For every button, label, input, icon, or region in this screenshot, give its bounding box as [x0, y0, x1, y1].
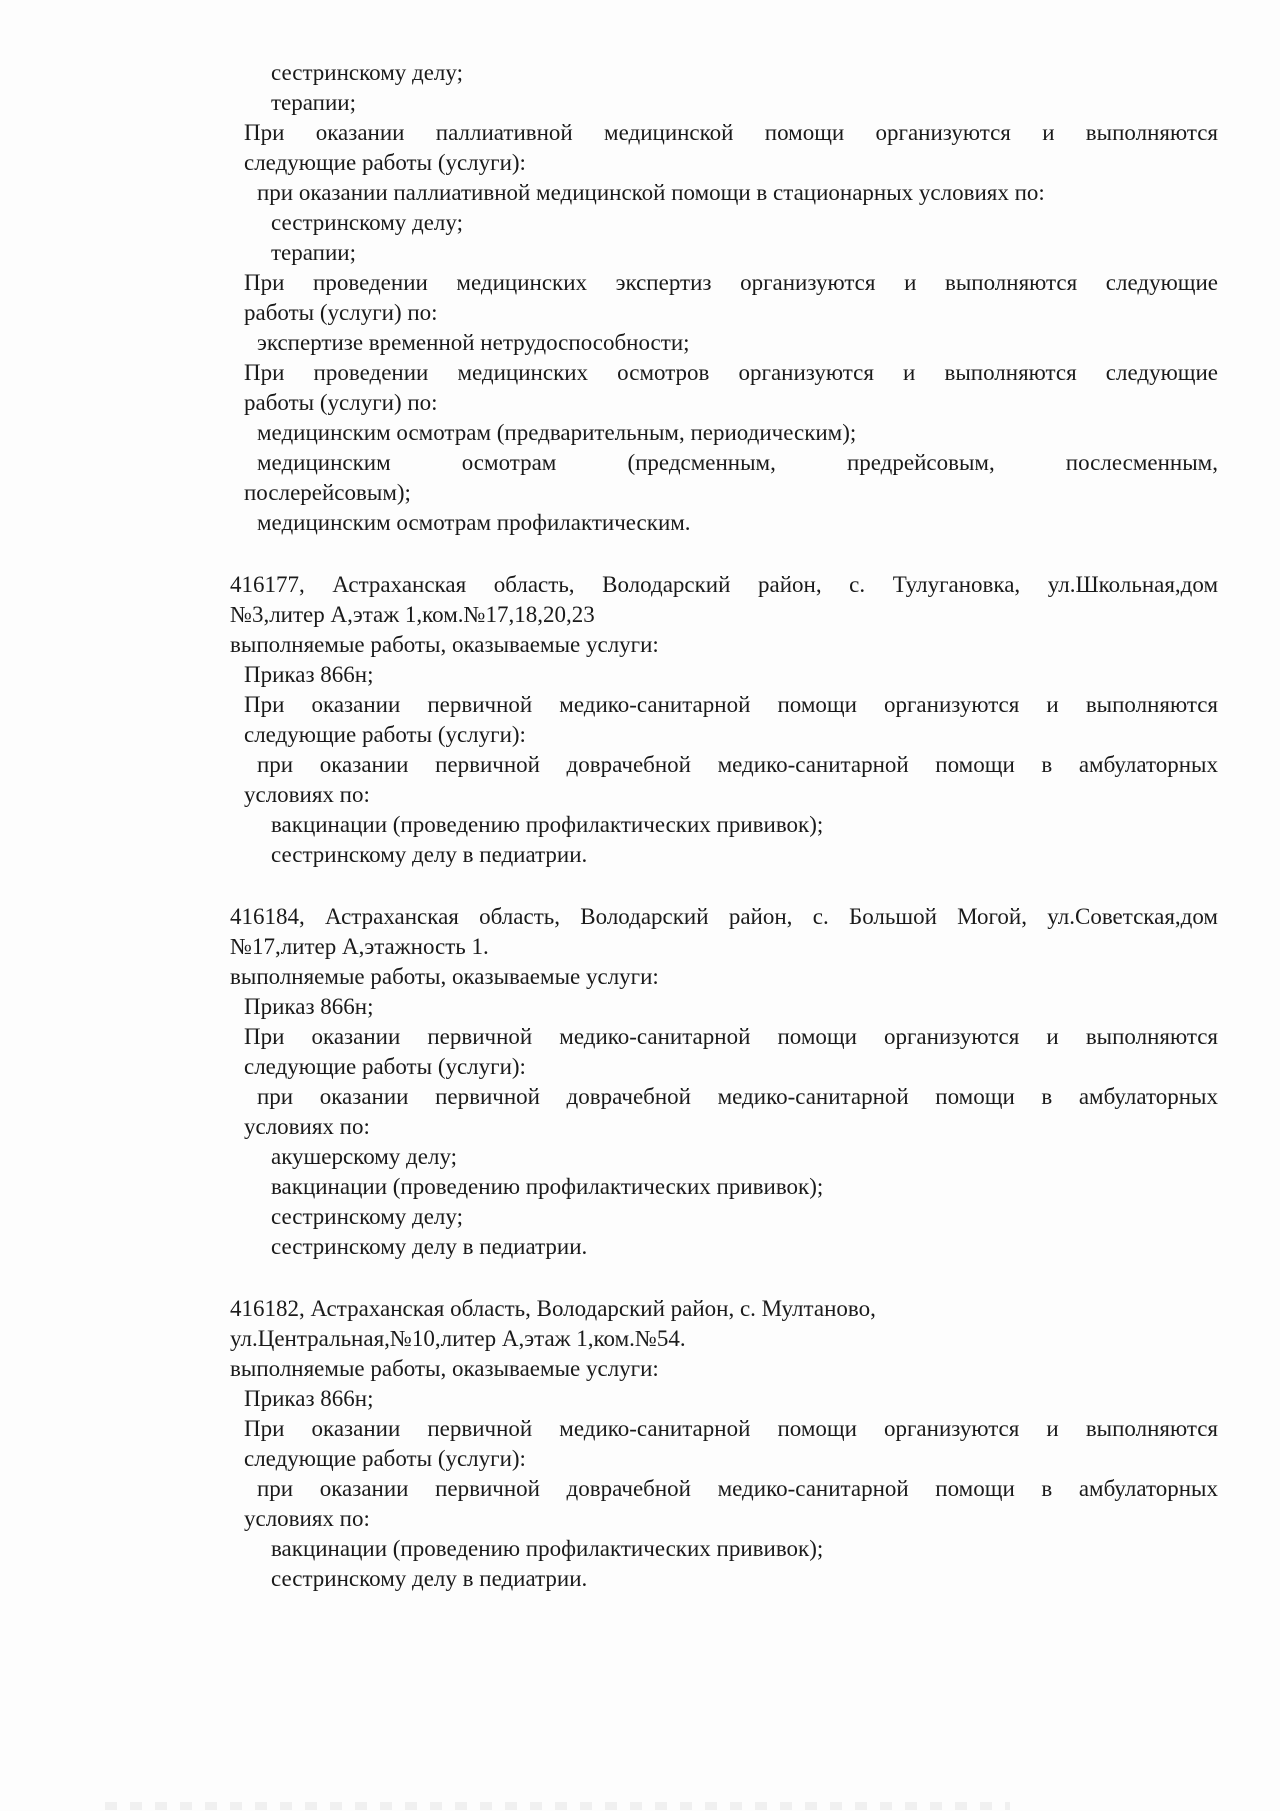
text-line: условиях по: — [244, 782, 370, 807]
text-line: При оказании первичной медико-санитарной помощи организуются и выполняются — [244, 1416, 1218, 1441]
text-line: При проведении медицинских экспертиз организуются и выполняются следующие — [244, 270, 1218, 295]
text-line: сестринскому делу; — [271, 60, 463, 85]
text-line: медицинским осмотрам профилактическим. — [257, 510, 691, 535]
text-line: работы (услуги) по: — [244, 390, 438, 415]
text-line: Приказ 866н; — [244, 1386, 374, 1411]
text-line: медицинским осмотрам (предварительным, периодическим); — [257, 420, 857, 445]
text-line: вакцинации (проведению профилактических прививок); — [271, 1174, 824, 1199]
text-line: выполняемые работы, оказываемые услуги: — [230, 1356, 659, 1381]
text-line: при оказании паллиативной медицинской помощи в стационарных условиях по: — [257, 180, 1045, 205]
text-line: №17,литер А,этажность 1. — [230, 934, 489, 959]
text-line: акушерскому делу; — [271, 1144, 458, 1169]
text-line: выполняемые работы, оказываемые услуги: — [230, 964, 659, 989]
text-line: следующие работы (услуги): — [244, 722, 526, 747]
section-location-416177 — [230, 570, 1218, 870]
document-content — [230, 58, 1218, 1594]
text-line: послерейсовым); — [244, 480, 411, 505]
text-line: При оказании первичной медико-санитарной помощи организуются и выполняются — [244, 1024, 1218, 1049]
text-line: при оказании первичной доврачебной медико-санитарной помощи в амбулаторных — [257, 752, 1218, 777]
text-line: при оказании первичной доврачебной медико-санитарной помощи в амбулаторных — [257, 1476, 1218, 1501]
text-line: работы (услуги) по: — [244, 300, 438, 325]
text-line: При оказании первичной медико-санитарной помощи организуются и выполняются — [244, 692, 1218, 717]
text-line: При оказании паллиативной медицинской помощи организуются и выполняются — [244, 120, 1218, 145]
text-line: следующие работы (услуги): — [244, 1446, 526, 1471]
text-line: при оказании первичной доврачебной медико-санитарной помощи в амбулаторных — [257, 1084, 1218, 1109]
text-line: ул.Центральная,№10,литер А,этаж 1,ком.№54. — [230, 1326, 686, 1351]
next-page-text-cutoff-artifact — [105, 1802, 1010, 1810]
text-line: сестринскому делу в педиатрии. — [271, 842, 588, 867]
text-line: терапии; — [271, 90, 356, 115]
text-line: медицинским осмотрам (предсменным, предрейсовым, послесменным, — [257, 450, 1218, 475]
text-line: вакцинации (проведению профилактических прививок); — [271, 1536, 824, 1561]
text-line: следующие работы (услуги): — [244, 1054, 526, 1079]
text-line: терапии; — [271, 240, 356, 265]
text-line: экспертизе временной нетрудоспособности; — [257, 330, 690, 355]
text-line: сестринскому делу в педиатрии. — [271, 1234, 588, 1259]
text-line: условиях по: — [244, 1506, 370, 1531]
section-location-416184 — [230, 902, 1218, 1262]
text-line: Приказ 866н; — [244, 662, 374, 687]
text-line: условиях по: — [244, 1114, 370, 1139]
text-line: 416182, Астраханская область, Володарский район, с. Мултаново, — [230, 1296, 876, 1321]
text-line: сестринскому делу; — [271, 210, 463, 235]
text-line: выполняемые работы, оказываемые услуги: — [230, 632, 659, 657]
text-line: При проведении медицинских осмотров организуются и выполняются следующие — [244, 360, 1218, 385]
text-line: 416177, Астраханская область, Володарский район, с. Тулугановка, ул.Школьная,дом — [230, 572, 1218, 597]
section-services-continuation — [230, 58, 1218, 538]
section-location-416182 — [230, 1294, 1218, 1594]
text-line: сестринскому делу; — [271, 1204, 463, 1229]
text-line: следующие работы (услуги): — [244, 150, 526, 175]
text-line: 416184, Астраханская область, Володарский район, с. Большой Могой, ул.Советская,дом — [230, 904, 1218, 929]
text-line: №3,литер А,этаж 1,ком.№17,18,20,23 — [230, 602, 595, 627]
text-line: вакцинации (проведению профилактических прививок); — [271, 812, 824, 837]
text-line: сестринскому делу в педиатрии. — [271, 1566, 588, 1591]
text-line: Приказ 866н; — [244, 994, 374, 1019]
